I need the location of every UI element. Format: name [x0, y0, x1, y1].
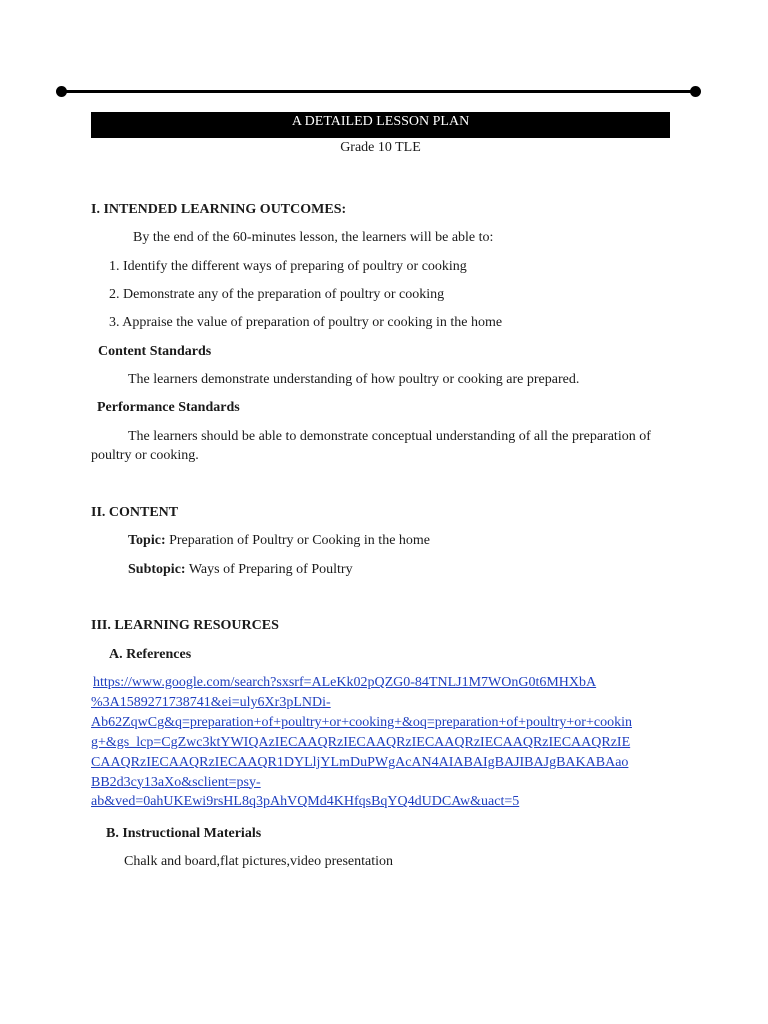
- reference-link-line[interactable]: Ab62ZqwCg&q=preparation+of+poultry+or+cooking+&oq=preparation+of+poultry+or+cookin: [91, 714, 632, 730]
- outcome-item: 2. Demonstrate any of the preparation of poultry or cooking: [109, 287, 445, 302]
- section-1-heading: I. INTENDED LEARNING OUTCOMES:: [91, 202, 347, 217]
- topic-value: Preparation of Poultry or Cooking in the home: [169, 533, 431, 548]
- subtopic-value: Ways of Preparing of Poultry: [188, 562, 353, 577]
- subtopic-line: [128, 561, 353, 579]
- section-2-heading: II. CONTENT: [91, 505, 179, 520]
- reference-link-line[interactable]: ab&ved=0ahUKEwi9rsHL8q3pAhVQMd4KHfqsBqYQ4dUDCAw&uact=5: [91, 794, 520, 810]
- top-divider-line: [62, 90, 696, 93]
- section-3-heading: III. LEARNING RESOURCES: [91, 618, 279, 633]
- materials-heading: B. Instructional Materials: [106, 826, 262, 841]
- divider-right-dot: [690, 86, 701, 97]
- outcome-item: 1. Identify the different ways of preparing of poultry or cooking: [109, 259, 467, 274]
- materials-text: Chalk and board,flat pictures,video presentation: [124, 854, 394, 869]
- performance-standards-heading: Performance Standards: [97, 400, 240, 415]
- reference-link-line[interactable]: CAAQRzIECAAQRzIECAAQR1DYLljYLmDuPWgAcAN4AIABAIgBAJIBAJgBAKABAao: [91, 754, 629, 770]
- references-heading: A. References: [109, 647, 192, 662]
- reference-link[interactable]: [91, 673, 681, 812]
- performance-standards-text: The learners should be able to demonstrate conceptual understanding of all the preparation of poultry or cooking.: [91, 429, 651, 463]
- grade-subtitle: Grade 10 TLE: [340, 140, 421, 155]
- reference-link-line[interactable]: g+&gs_lcp=CgZwc3ktYWIQAzIECAAQRzIECAAQRzIECAAQRzIECAAQRzIECAAQRzIE: [91, 734, 631, 750]
- reference-link-line[interactable]: https://www.google.com/search?sxsrf=ALeKk02pQZG0-84TNLJ1M7WOnG0t6MHXbA: [93, 675, 597, 690]
- document-title: A DETAILED LESSON PLAN: [91, 112, 670, 138]
- content-standards-heading: Content Standards: [98, 344, 212, 359]
- outcomes-intro: By the end of the 60-minutes lesson, the learners will be able to:: [133, 230, 494, 245]
- reference-link-line[interactable]: %3A1589271738741&ei=uly6Xr3pLNDi-: [91, 694, 331, 710]
- topic-label: Topic:: [128, 533, 166, 548]
- topic-line: [128, 532, 430, 550]
- outcome-item: 3. Appraise the value of preparation of poultry or cooking in the home: [109, 315, 503, 330]
- divider-left-dot: [56, 86, 67, 97]
- content-standards-text: The learners demonstrate understanding of how poultry or cooking are prepared.: [128, 372, 580, 387]
- subtopic-label: Subtopic:: [128, 562, 186, 577]
- reference-link-line[interactable]: BB2d3cy13aXo&sclient=psy-: [91, 774, 261, 790]
